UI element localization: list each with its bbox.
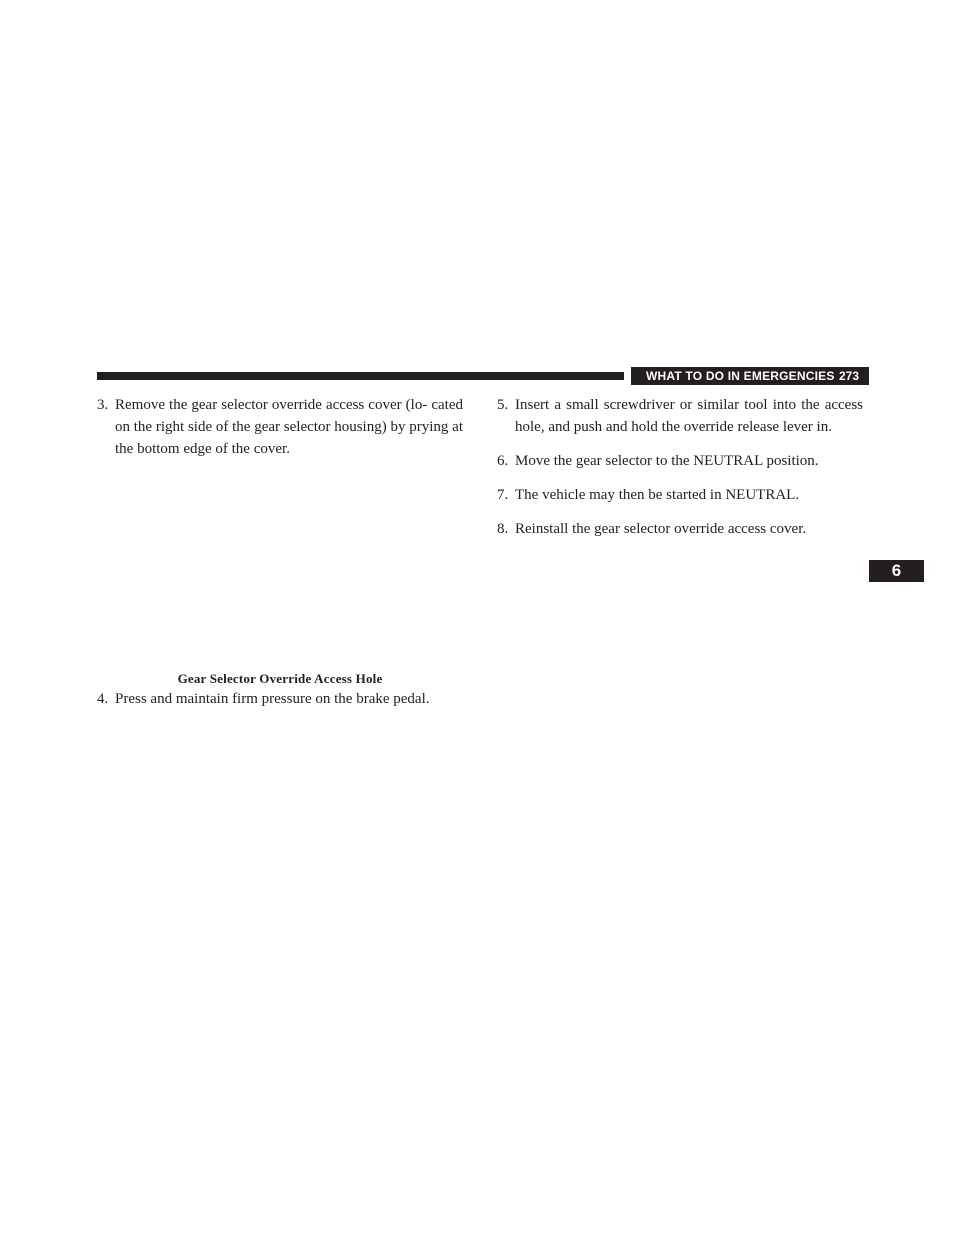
step-5	[497, 394, 863, 438]
step-3	[97, 394, 463, 460]
figure-caption: Gear Selector Override Access Hole	[177, 671, 383, 686]
section-title: WHAT TO DO IN EMERGENCIES	[646, 369, 835, 383]
step-text: Move the gear selector to the NEUTRAL position.	[515, 453, 819, 469]
step-number: 8.	[497, 521, 509, 537]
left-column	[97, 394, 463, 472]
chapter-tab: 6	[869, 560, 924, 582]
right-column	[497, 394, 863, 552]
step-8	[497, 518, 863, 540]
step-number: 7.	[497, 487, 509, 503]
page-number: 273	[839, 369, 860, 383]
step-number: 6.	[497, 453, 509, 469]
step-7	[497, 484, 863, 506]
step-4	[97, 688, 467, 710]
step-text: The vehicle may then be started in NEUTRAL.	[515, 487, 800, 503]
figure-image-placeholder	[97, 470, 463, 665]
header-rule	[97, 372, 624, 380]
step-number: 3.	[97, 397, 109, 413]
step-text: Reinstall the gear selector override access cover.	[515, 521, 807, 537]
step-number: 5.	[497, 397, 509, 413]
step-number: 4.	[97, 691, 109, 707]
step-text: Insert a small screwdriver or similar tool into the access hole, and push and hold the override release lever in.	[515, 397, 863, 435]
step-text: Remove the gear selector override access cover (lo- cated on the right side of the gear selector housing) by prying at the bottom edge of the cover.	[115, 397, 463, 457]
step-text: Press and maintain firm pressure on the brake pedal.	[115, 691, 430, 707]
step-6	[497, 450, 863, 472]
